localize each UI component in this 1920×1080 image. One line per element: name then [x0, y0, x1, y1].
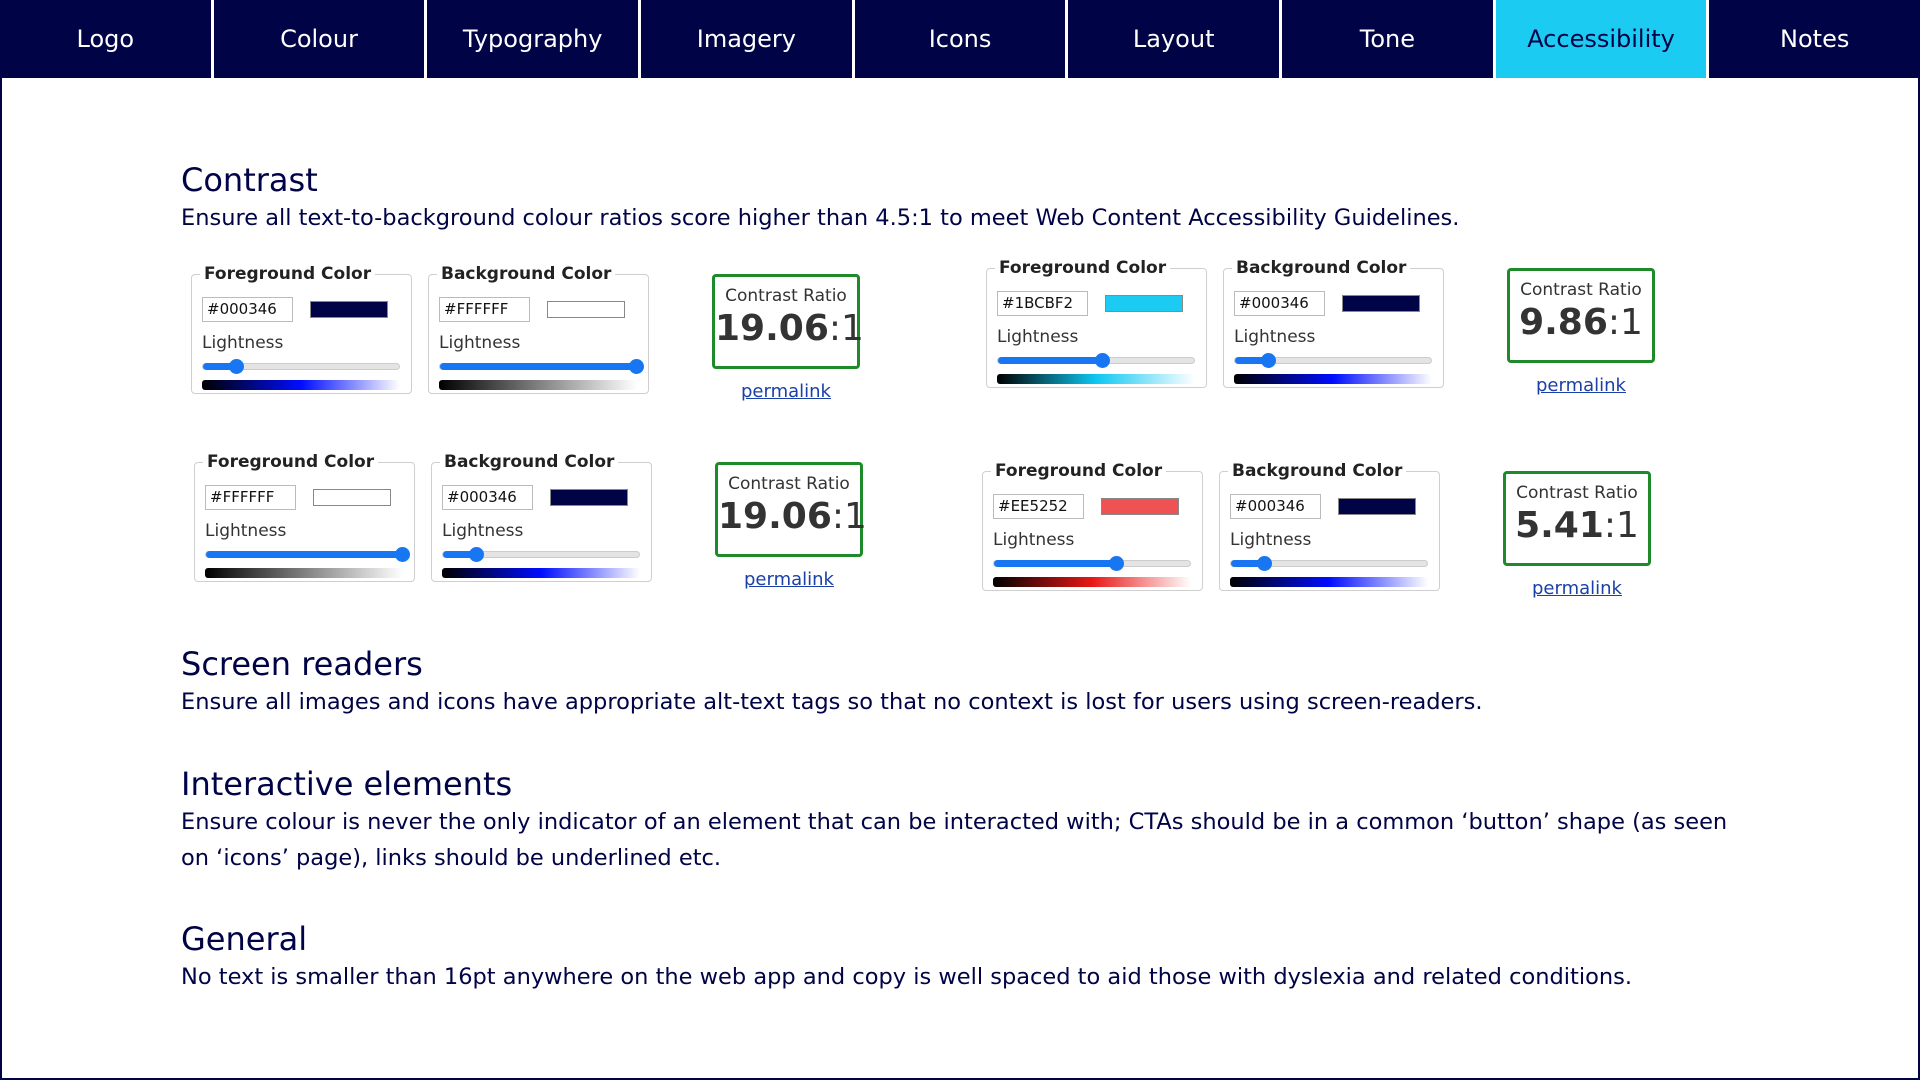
contrast-ratio-suffix: :1: [831, 496, 867, 537]
lightness-label: Lightness: [997, 327, 1079, 347]
lightness-slider-fill: [994, 560, 1116, 567]
lightness-slider[interactable]: [1230, 560, 1428, 567]
general-body: No text is smaller than 16pt anywhere on the web app and copy is well spaced to aid those with dyslexia and related conditions.: [181, 964, 1632, 990]
lightness-slider[interactable]: [997, 357, 1195, 364]
foreground-color-group: [982, 461, 1203, 591]
lightness-gradient: [1234, 374, 1432, 384]
contrast-checker: [986, 258, 1686, 398]
contrast-ratio-label: Contrast Ratio: [725, 286, 847, 306]
foreground-hex-input[interactable]: #000346: [202, 297, 293, 322]
contrast-ratio-value: [715, 308, 864, 349]
lightness-slider-thumb[interactable]: [1095, 353, 1110, 368]
lightness-label: Lightness: [442, 521, 524, 541]
contrast-ratio-number: 19.06: [718, 496, 832, 537]
lightness-label: Lightness: [205, 521, 287, 541]
top-nav: [0, 0, 1920, 78]
lightness-slider-fill: [206, 551, 402, 558]
background-color-label: Background Color: [1232, 258, 1410, 278]
lightness-gradient: [993, 577, 1191, 587]
background-color-group: [428, 264, 649, 394]
tab-tone[interactable]: Tone: [1282, 0, 1496, 78]
background-color-picker[interactable]: [550, 489, 628, 506]
background-hex-input[interactable]: #000346: [1234, 291, 1325, 316]
background-hex-input[interactable]: #FFFFFF: [439, 297, 530, 322]
foreground-color-picker[interactable]: [1101, 498, 1179, 515]
foreground-color-label: Foreground Color: [991, 461, 1166, 481]
general-heading: General: [181, 920, 308, 958]
contrast-body: Ensure all text-to-background colour ratios score higher than 4.5:1 to meet Web Content Accessibility Guidelines.: [181, 205, 1460, 231]
foreground-hex-input[interactable]: #1BCBF2: [997, 291, 1088, 316]
contrast-ratio-box: [715, 462, 867, 557]
background-hex-input[interactable]: #000346: [1230, 494, 1321, 519]
lightness-label: Lightness: [202, 333, 284, 353]
lightness-slider-thumb[interactable]: [1261, 353, 1276, 368]
lightness-gradient: [442, 568, 640, 578]
lightness-gradient: [439, 380, 637, 390]
background-color-group: [431, 452, 652, 582]
lightness-label: Lightness: [1230, 530, 1312, 550]
background-color-label: Background Color: [437, 264, 615, 284]
contrast-ratio-value: [1506, 505, 1648, 546]
contrast-ratio-value: [1510, 302, 1652, 343]
lightness-gradient: [202, 380, 400, 390]
lightness-slider-thumb[interactable]: [629, 359, 644, 374]
general-section: [181, 919, 1741, 995]
contrast-ratio-value: [718, 496, 867, 537]
lightness-label: Lightness: [439, 333, 521, 353]
background-color-label: Background Color: [1228, 461, 1406, 481]
foreground-color-group: [191, 264, 412, 394]
lightness-slider[interactable]: [439, 363, 637, 370]
lightness-label: Lightness: [993, 530, 1075, 550]
tab-colour[interactable]: Colour: [214, 0, 428, 78]
foreground-color-group: [194, 452, 415, 582]
contrast-ratio-label: Contrast Ratio: [1516, 483, 1638, 503]
interactive-body: Ensure colour is never the only indicator of an element that can be interacted with; CTAs should be in a common ‘button’ shape (as seen on ‘icons’ page), links should be underlined etc.: [181, 809, 1728, 871]
lightness-gradient: [205, 568, 403, 578]
background-color-group: [1219, 461, 1440, 591]
screen-readers-section: [181, 644, 1741, 720]
lightness-slider-thumb[interactable]: [1257, 556, 1272, 571]
contrast-checker: [982, 461, 1682, 601]
background-color-picker[interactable]: [1342, 295, 1420, 312]
contrast-ratio-suffix: :1: [828, 308, 864, 349]
lightness-slider-thumb[interactable]: [469, 547, 484, 562]
lightness-gradient: [1230, 577, 1428, 587]
permalink-link[interactable]: permalink: [741, 381, 831, 402]
background-hex-input[interactable]: #000346: [442, 485, 533, 510]
tab-accessibility[interactable]: Accessibility: [1496, 0, 1710, 78]
contrast-checker: [191, 264, 891, 404]
background-color-picker[interactable]: [1338, 498, 1416, 515]
interactive-section: [181, 764, 1741, 876]
permalink-link[interactable]: permalink: [1532, 578, 1622, 599]
background-color-group: [1223, 258, 1444, 388]
foreground-hex-input[interactable]: #FFFFFF: [205, 485, 296, 510]
tab-notes[interactable]: Notes: [1780, 25, 1850, 53]
foreground-color-label: Foreground Color: [995, 258, 1170, 278]
contrast-ratio-number: 19.06: [715, 308, 829, 349]
foreground-color-label: Foreground Color: [203, 452, 378, 472]
contrast-ratio-label: Contrast Ratio: [728, 474, 850, 494]
contrast-checker: [194, 452, 894, 592]
contrast-ratio-number: 9.86: [1519, 302, 1608, 343]
foreground-hex-input[interactable]: #EE5252: [993, 494, 1084, 519]
contrast-ratio-number: 5.41: [1515, 505, 1604, 546]
contrast-ratio-box: [712, 274, 864, 369]
foreground-color-label: Foreground Color: [200, 264, 375, 284]
lightness-gradient: [997, 374, 1195, 384]
contrast-ratio-label: Contrast Ratio: [1520, 280, 1642, 300]
foreground-color-group: [986, 258, 1207, 388]
lightness-slider-thumb[interactable]: [229, 359, 244, 374]
screen-readers-heading: Screen readers: [181, 645, 423, 683]
lightness-slider[interactable]: [202, 363, 400, 370]
permalink-link[interactable]: permalink: [744, 569, 834, 590]
lightness-slider[interactable]: [442, 551, 640, 558]
tab-logo[interactable]: Logo: [0, 0, 214, 78]
contrast-section: [181, 160, 1741, 236]
contrast-ratio-suffix: :1: [1607, 302, 1643, 343]
lightness-slider-thumb[interactable]: [395, 547, 410, 562]
lightness-slider[interactable]: [205, 551, 403, 558]
lightness-label: Lightness: [1234, 327, 1316, 347]
lightness-slider[interactable]: [993, 560, 1191, 567]
foreground-color-picker[interactable]: [313, 489, 391, 506]
screen-readers-body: Ensure all images and icons have appropriate alt-text tags so that no context is lost for users using screen-readers.: [181, 689, 1483, 715]
lightness-slider[interactable]: [1234, 357, 1432, 364]
lightness-slider-thumb[interactable]: [1109, 556, 1124, 571]
tab-layout[interactable]: Layout: [1068, 0, 1282, 78]
permalink-link[interactable]: permalink: [1536, 375, 1626, 396]
foreground-color-picker[interactable]: [1105, 295, 1183, 312]
tab-typography[interactable]: Typography: [427, 0, 641, 78]
contrast-ratio-suffix: :1: [1603, 505, 1639, 546]
background-color-picker[interactable]: [547, 301, 625, 318]
foreground-color-picker[interactable]: [310, 301, 388, 318]
tab-icons[interactable]: Icons: [855, 0, 1069, 78]
lightness-slider-fill: [998, 357, 1102, 364]
lightness-slider-fill: [440, 363, 636, 370]
interactive-heading: Interactive elements: [181, 765, 513, 803]
tab-imagery[interactable]: Imagery: [641, 0, 855, 78]
background-color-label: Background Color: [440, 452, 618, 472]
contrast-ratio-box: [1507, 268, 1655, 363]
contrast-heading: Contrast: [181, 161, 318, 199]
contrast-ratio-box: [1503, 471, 1651, 566]
